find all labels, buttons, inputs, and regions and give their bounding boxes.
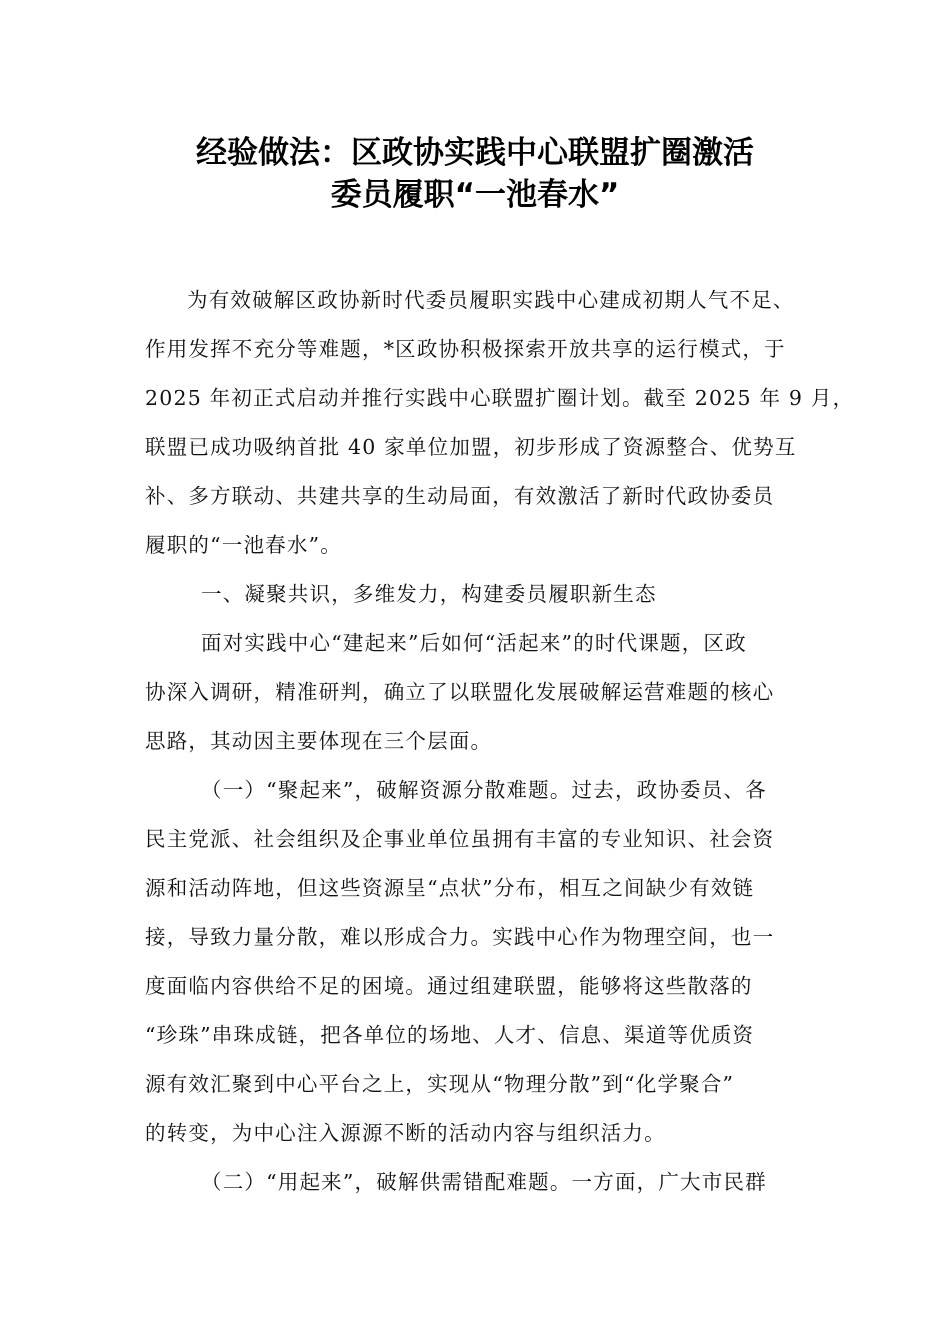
paragraph-line: 源有效汇聚到中心平台之上，实现从“物理分散”到“化学聚合” [145,1072,735,1096]
paragraph-line: 接，导致力量分散，难以形成合力。实践中心作为物理空间，也一 [145,925,775,949]
section-heading: 一、凝聚共识，多维发力，构建委员履职新生态 [201,582,657,606]
paragraph-line: 为有效破解区政协新时代委员履职实践中心建成初期人气不足、 [187,288,795,312]
title-line-1: 经验做法：区政协实践中心联盟扩圈激活 [196,135,754,171]
paragraph-line: 思路，其动因主要体现在三个层面。 [145,729,493,753]
paragraph-line: 履职的“一池春水”。 [145,533,342,557]
document-body [145,282,855,1213]
paragraph-line: 2025 年初正式启动并推行实践中心联盟扩圈计划。截至 2025 年 9 月， [145,386,855,410]
paragraph-line: “珍珠”串珠成链，把各单位的场地、人才、信息、渠道等优质资 [145,1023,755,1047]
subsection-line: （二）“用起来”，破解供需错配难题。一方面，广大市民群 [201,1170,767,1194]
paragraph-line: 度面临内容供给不足的困境。通过组建联盟，能够将这些散落的 [145,974,753,998]
paragraph-line: 作用发挥不充分等难题，*区政协积极探索开放共享的运行模式，于 [145,337,786,361]
paragraph-line: 的转变，为中心注入源源不断的活动内容与组织活力。 [145,1121,666,1145]
paragraph-line: 补、多方联动、共建共享的生动局面，有效激活了新时代政协委员 [145,484,775,508]
paragraph-line: 联盟已成功吸纳首批 40 家单位加盟，初步形成了资源整合、优势互 [145,435,797,459]
paragraph-line: 源和活动阵地，但这些资源呈“点状”分布，相互之间缺少有效链 [145,876,755,900]
document-title [100,132,850,216]
paragraph-line: 面对实践中心“建起来”后如何“活起来”的时代课题，区政 [201,631,747,655]
title-line-2: 委员履职“一池春水” [330,177,620,213]
subsection-line: （一）“聚起来”，破解资源分散难题。过去，政协委员、各 [201,778,767,802]
paragraph-line: 协深入调研，精准研判，确立了以联盟化发展破解运营难题的核心 [145,680,775,704]
paragraph-line: 民主党派、社会组织及企事业单位虽拥有丰富的专业知识、社会资 [145,827,775,851]
